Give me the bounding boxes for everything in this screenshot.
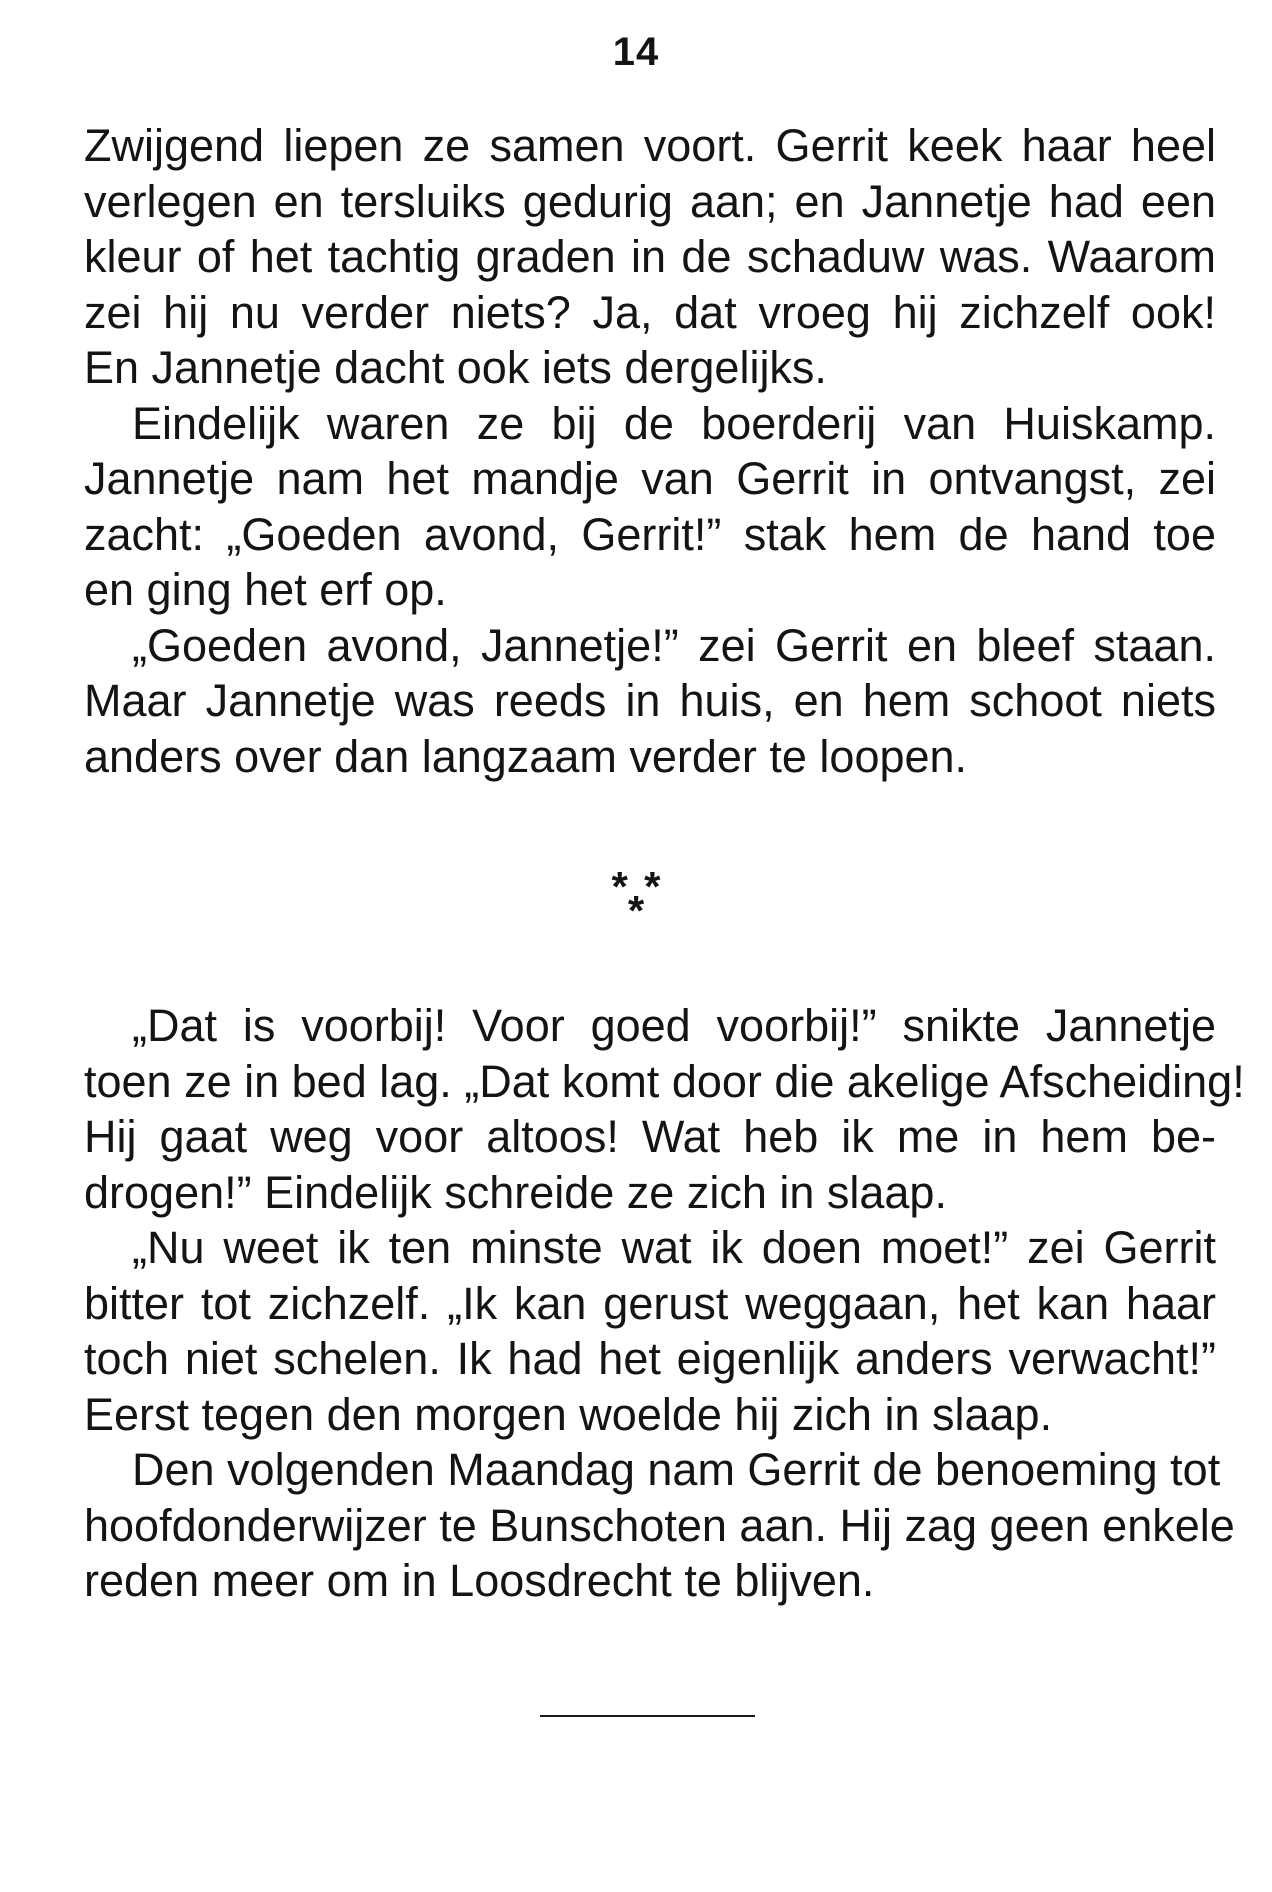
paragraph xyxy=(84,396,1216,618)
paragraph xyxy=(84,118,1216,396)
text-line: reden meer om in Loosdrecht te blijven. xyxy=(84,1555,875,1606)
text-line: zei hij nu verder niets? Ja, dat vroeg hij zichzelf ook! xyxy=(84,286,1216,338)
text-line: zacht: „Goeden avond, Gerrit!” stak hem de hand toe xyxy=(84,508,1216,560)
text-line: Eindelijk waren ze bij de boerderij van Huiskamp. xyxy=(132,397,1216,449)
paragraph xyxy=(84,618,1216,785)
end-divider-rule xyxy=(540,1715,755,1717)
text-line: „Nu weet ik ten minste wat ik doen moet!” zei Gerrit xyxy=(132,1222,1216,1273)
text-line: „Dat is voorbij! Voor goed voorbij!” snikte Jannetje xyxy=(132,1000,1216,1051)
asterisk: * xyxy=(611,863,628,910)
page-number: 14 xyxy=(612,30,660,74)
text-section-2 xyxy=(84,998,1245,1609)
asterisk: * xyxy=(644,863,661,910)
text-line: en ging het erf op. xyxy=(84,564,447,615)
text-line: anders over dan langzaam verder te loopen. xyxy=(84,730,968,782)
text-line: toch niet schelen. Ik had het eigenlijk anders verwacht!” xyxy=(84,1333,1216,1384)
text-line: „Goeden avond, Jannetje!” zei Gerrit en bleef staan. xyxy=(132,619,1216,671)
text-line: bitter tot zichzelf. „Ik kan gerust weggaan, het kan haar xyxy=(84,1277,1216,1329)
text-section-1 xyxy=(84,118,1216,784)
text-line: drogen!” Eindelijk schreide ze zich in slaap. xyxy=(84,1166,947,1218)
text-line: Maar Jannetje was reeds in huis, en hem schoot niets xyxy=(84,675,1216,726)
text-line: verlegen en tersluiks gedurig aan; en Jannetje had een xyxy=(84,175,1216,227)
text-line: Jannetje nam het mandje van Gerrit in ontvangst, zei xyxy=(84,453,1216,504)
asterisk: * xyxy=(627,887,645,934)
text-line: En Jannetje dacht ook iets dergelijks. xyxy=(84,342,827,393)
text-line: hoofdonderwijzer te Bunschoten aan. Hij zag geen enkele xyxy=(84,1499,1235,1551)
text-line: toen ze in bed lag. „Dat komt door die akelige Afscheiding! xyxy=(84,1055,1245,1107)
paragraph xyxy=(84,998,1245,1220)
paragraph xyxy=(84,1442,1235,1609)
text-line: Hij gaat weg voor altoos! Wat heb ik me in hem be- xyxy=(84,1111,1216,1162)
paragraph xyxy=(84,1220,1216,1442)
section-break-asterism xyxy=(0,863,1272,934)
text-line: Den volgenden Maandag nam Gerrit de benoeming tot xyxy=(132,1444,1221,1495)
text-line: Zwijgend liepen ze samen voort. Gerrit keek haar heel xyxy=(84,120,1216,171)
text-line: kleur of het tachtig graden in de schaduw was. Waarom xyxy=(84,231,1216,282)
text-line: Eerst tegen den morgen woelde hij zich in slaap. xyxy=(84,1388,1053,1440)
